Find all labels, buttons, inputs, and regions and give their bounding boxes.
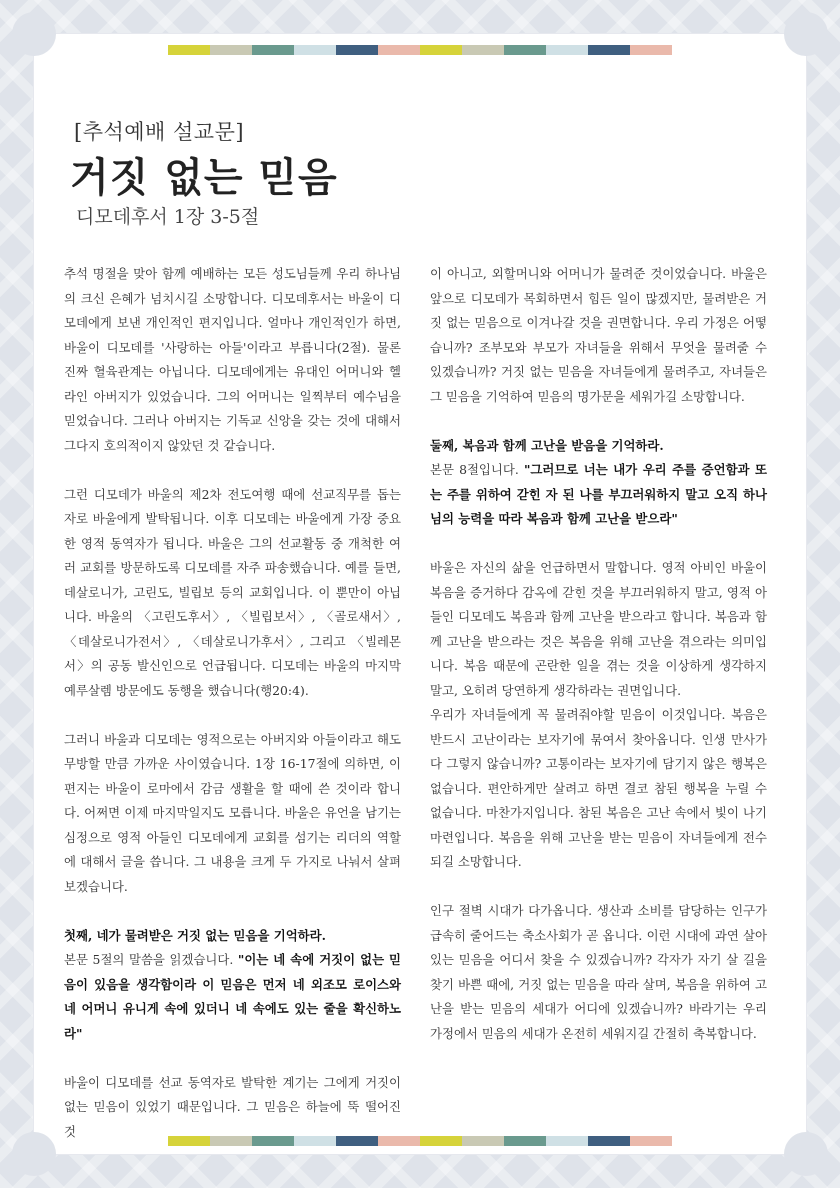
page-title: 거짓 없는 믿음 xyxy=(70,154,338,201)
stripe-segment xyxy=(546,45,588,55)
paragraph: 바울이 디모데를 선교 동역자로 발탁한 계기는 그에게 거짓이 없는 믿음이 있었기 때문입니다. 그 믿음은 하늘에 뚝 떨어진 것 xyxy=(64,1074,401,1139)
stripe-segment xyxy=(420,45,462,55)
stripe-segment xyxy=(504,45,546,55)
section-heading-block xyxy=(64,924,401,1047)
scripture-quote: "이는 네 속에 거짓이 없는 믿음이 있음을 생각함이라 이 믿음은 먼저 네 외조모 로이스와 네 어머니 유니게 속에 있더니 네 속에도 있는 줄을 확신하노라" xyxy=(64,952,401,1041)
stripe-segment xyxy=(588,1136,630,1146)
corner-notch xyxy=(12,1132,56,1176)
stripe-segment xyxy=(630,1136,672,1146)
color-stripe-top xyxy=(168,45,672,55)
stripe-segment xyxy=(294,1136,336,1146)
stripe-segment xyxy=(252,1136,294,1146)
stripe-segment xyxy=(630,45,672,55)
stripe-segment xyxy=(168,1136,210,1146)
stripe-segment xyxy=(462,45,504,55)
stripe-segment xyxy=(504,1136,546,1146)
paragraph: 그러니 바울과 디모데는 영적으로는 아버지와 아들이라고 해도 무방할 만큼 가까운 사이였습니다. 1장 16-17절에 의하면, 이 편지는 바울이 로마에서 감금 생활을 할 때에 쓴 것이라 합니다. 어쩌면 이제 마지막일지도 모릅니다. 바울은 유언을 남기는 심정으로 영적 아들인 디모데에게 교회를 섬기는 리더의 역할에 대해서 글을 씁니다. 그 내용을 크게 두 가지로 나눠서 살펴보겠습니다. xyxy=(64,731,401,894)
stripe-segment xyxy=(378,45,420,55)
paragraph-lead: 본문 8절입니다. xyxy=(430,462,524,477)
scripture-reference: 디모데후서 1장 3-5절 xyxy=(76,206,260,228)
sermon-page xyxy=(34,34,806,1154)
paragraph: 그런 디모데가 바울의 제2차 전도여행 때에 선교직무를 돕는 자로 바울에게 발탁됩니다. 이후 디모데는 바울에게 가장 중요한 영적 동역자가 됩니다. 바울은 그의 선교활동 중 개척한 여러 교회를 방문하도록 디모데를 자주 파송했습니다. 예를 들면, 데살로니가, 고린도, 빌립보 등의 교회입니다. 이 뿐만이 아닙니다. 바울의 〈고린도후서〉, 〈빌립보서〉, 〈골로새서〉, 〈데살로니가전서〉, 〈데살로니가후서〉, 그리고 〈빌레몬서〉의 공동 발신인으로 언급됩니다. 디모데는 바울의 마지막 예루살렘 방문에도 동행을 했습니다(행20:4). xyxy=(64,486,401,698)
paragraph: 바울은 자신의 삶을 언급하면서 말합니다. 영적 아비인 바울이 복음을 증거하다 감옥에 갇힌 것을 부끄러워하지 말고, 영적 아들인 디모데도 복음과 함께 고난을 받으라고 합니다. 복음과 함께 고난을 받으라는 것은 복음을 위해 고난을 겪으라는 의미입니다. 복음 때문에 곤란한 일을 겪는 것을 이상하게 생각하지 말고, 오히려 당연하게 생각하라는 권면입니다. xyxy=(430,560,767,698)
corner-notch xyxy=(12,12,56,56)
section-heading-block xyxy=(430,434,767,532)
stripe-segment xyxy=(588,45,630,55)
text-column-right xyxy=(430,262,767,1071)
corner-notch xyxy=(784,12,828,56)
stripe-segment xyxy=(420,1136,462,1146)
color-stripe-bottom xyxy=(168,1136,672,1146)
stripe-segment xyxy=(336,45,378,55)
text-column-left xyxy=(64,262,401,1169)
stripe-segment xyxy=(252,45,294,55)
paragraph-lead: 본문 5절의 말씀을 읽겠습니다. xyxy=(64,952,238,967)
paragraph: 추석 명절을 맞아 함께 예배하는 모든 성도님들께 우리 하나님의 크신 은혜가 넘치시길 소망합니다. 디모데후서는 바울이 디모데에게 보낸 개인적인 편지입니다. 얼마나 개인적인가 하면, 바울이 디모데를 '사랑하는 아들'이라고 부릅니다(2절). 물론 진짜 혈육관계는 아닙니다. 디모데에게는 유대인 어머니와 헬라인 아버지가 있었습니다. 그의 어머니는 일찍부터 예수님을 믿었습니다. 그러나 아버지는 기독교 신앙을 갖는 것에 대해서 그다지 호의적이지 않았던 것 같습니다. xyxy=(64,266,401,453)
section-heading: 둘째, 복음과 함께 고난을 받음을 기억하라. xyxy=(430,437,664,453)
paragraph: 이 아니고, 외할머니와 어머니가 물려준 것이었습니다. 바울은 앞으로 디모데가 목회하면서 힘든 일이 많겠지만, 물려받은 거짓 없는 믿음으로 이겨나갈 것을 권면합니다. 우리 가정은 어떻습니까? 조부모와 부모가 자녀들을 위해서 무엇을 물려줄 수 있겠습니까? 거짓 없는 믿음을 자녀들에게 물려주고, 자녀들은 그 믿음을 기억하여 믿음의 명가문을 세워가길 소망합니다. xyxy=(430,266,767,404)
stripe-segment xyxy=(210,45,252,55)
section-heading: 첫째, 네가 물려받은 거짓 없는 믿음을 기억하라. xyxy=(64,927,326,943)
scripture-quote: "그러므로 너는 내가 우리 주를 증언함과 또는 주를 위하여 갇힌 자 된 나를 부끄러워하지 말고 오직 하나님의 능력을 따라 복음과 함께 고난을 받으라" xyxy=(430,462,767,526)
stripe-segment xyxy=(336,1136,378,1146)
corner-notch xyxy=(784,1132,828,1176)
paragraph: 인구 절벽 시대가 다가옵니다. 생산과 소비를 담당하는 인구가 급속히 줄어드는 축소사회가 곧 옵니다. 이런 시대에 과연 살아있는 믿음을 어디서 찾을 수 있겠습니까? 각자가 자기 살 길을 찾기 바쁜 때에, 거짓 없는 믿음을 따라 살며, 복음을 위하여 고난을 받는 믿음의 세대가 어디에 있겠습니까? 바라기는 우리 가정에서 믿음의 세대가 온전히 세워지길 간절히 축복합니다. xyxy=(430,903,767,1041)
stripe-segment xyxy=(378,1136,420,1146)
stripe-segment xyxy=(462,1136,504,1146)
stripe-segment xyxy=(294,45,336,55)
page-kicker: [추석예배 설교문] xyxy=(74,120,245,144)
stripe-segment xyxy=(210,1136,252,1146)
stripe-segment xyxy=(546,1136,588,1146)
stripe-segment xyxy=(168,45,210,55)
paragraph: 우리가 자녀들에게 꼭 물려줘야할 믿음이 이것입니다. 복음은 반드시 고난이라는 보자기에 묶여서 찾아옵니다. 인생 만사가 다 그렇지 않습니까? 고통이라는 보자기에 담기지 않은 행복은 없습니다. 편안하게만 살려고 하면 결코 참된 행복을 누릴 수 없습니다. 마찬가지입니다. 참된 복음은 고난 속에서 빛이 나기 마련입니다. 복음을 위해 고난을 받는 믿음이 자녀들에게 전수되길 소망합니다. xyxy=(430,707,767,869)
